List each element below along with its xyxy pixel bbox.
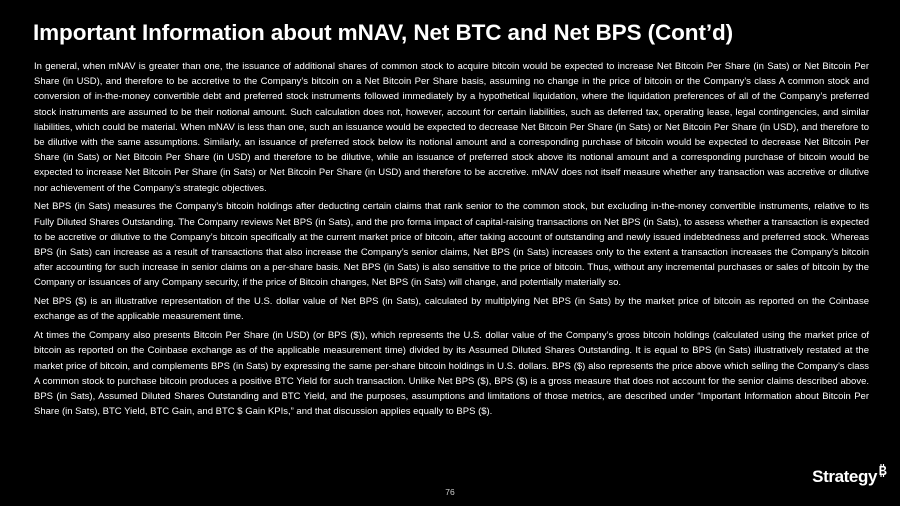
paragraph: Net BPS ($) is an illustrative representation of the U.S. dollar value of Net BPS (in Sats), calculated by multiplying Net BPS (in Sats) by the market price of bitcoin as reported on the Coinbase exchange as of the applicable measurement time. [34,296,869,323]
bitcoin-b-icon [878,462,887,482]
page-number: 76 [445,487,455,497]
paragraph: In general, when mNAV is greater than one, the issuance of additional shares of common stock to acquire bitcoin would be expected to increase Net Bitcoin Per Share (in Sats) or Net Bitcoin Per Share (in USD), and therefore to be accretive to the Company’s bitcoin on a Net Bitcoin Per Share basis, assuming no change in the price of bitcoin or the Company’s class A common stock and conversion of in-the-money convertible debt and preferred stock instruments followed immediately by a hypothetical liquidation, where the liquidation preferences of all of the Company’s preferred stock instruments are assumed to be their notional amount. Such calculation does not, however, account for certain liabilities, such as deferred tax, operating lease, legal contingencies, and similar liabilities, which could be material. When mNAV is less than one, such an issuance would be expected to decrease Net Bitcoin Per Share (in Sats) or Net Bitcoin Per Share (in USD), and therefore to be dilutive with the same assumptions. Similarly, an issuance of preferred stock below its notional amount and a corresponding purchase of bitcoin would be expected to decrease Net Bitcoin Per Share (in Sats) or Net Bitcoin Per Share (in USD) and therefore to be dilutive, while an issuance of preferred stock above its notional amount and a corresponding purchase of bitcoin would be expected to increase Net Bitcoin Per Share (in Sats) or Net Bitcoin Per Share (in USD) and therefore to be accretive. mNAV does not itself measure whether any transaction was accretive or dilutive nor achievement of the Company’s strategic objectives. [34,61,869,194]
body-text [34,59,869,423]
strategy-logo [812,467,887,487]
paragraph: Net BPS (in Sats) measures the Company’s bitcoin holdings after deducting certain claims that rank senior to the common stock, but excluding in-the-money convertible instruments, relative to its Fully Diluted Shares Outstanding. The Company reviews Net BPS (in Sats), and the pro forma impact of capital-raising transactions on Net BPS (in Sats), to assess whether a transaction is expected to be accretive or dilutive to the Company’s bitcoin specifically at the current market price of bitcoin, after taking account of outstanding and newly issued indebtedness and preferred stock. Whereas BPS (in Sats) can increase as a result of transactions that also increase the Company’s senior claims, Net BPS (in Sats) increases only to the extent a transaction increases the Company’s bitcoin after accounting for such increase in senior claims on a per-share basis. Net BPS (in Sats) is also sensitive to the price of bitcoin. Thus, without any incremental purchases or sales of bitcoin by the Company or issuances of any Company security, if the price of Bitcoin changes, Net BPS (in Sats) will change, and potentially materially so. [34,201,869,289]
paragraph: At times the Company also presents Bitcoin Per Share (in USD) (or BPS ($)), which represents the U.S. dollar value of the Company’s gross bitcoin holdings (calculated using the market price of bitcoin as reported on the Coinbase exchange as of the applicable measurement time) divided by its Assumed Diluted Shares Outstanding. It is equal to BPS (in Sats) illustratively restated at the market price of bitcoin, and complements BPS (in Sats) by expressing the same per-share bitcoin holdings in U.S. dollars. BPS ($) also represents the price above which selling the Company’s class A common stock to purchase bitcoin produces a positive BTC Yield for such transaction. Unlike Net BPS ($), BPS ($) is a gross measure that does not account for the senior claims described above. BPS (in Sats), Assumed Diluted Shares Outstanding and BTC Yield, and the purposes, assumptions and limitations of those metrics, are described under “Important Information about Bitcoin Per Share (in Sats), BTC Yield, BTC Gain, and BTC $ Gain KPIs,” and that discussion applies equally to BPS ($). [34,330,869,418]
page-title: Important Information about mNAV, Net BTC and Net BPS (Cont’d) [33,20,734,45]
logo-wordmark: Strategy [812,467,877,486]
